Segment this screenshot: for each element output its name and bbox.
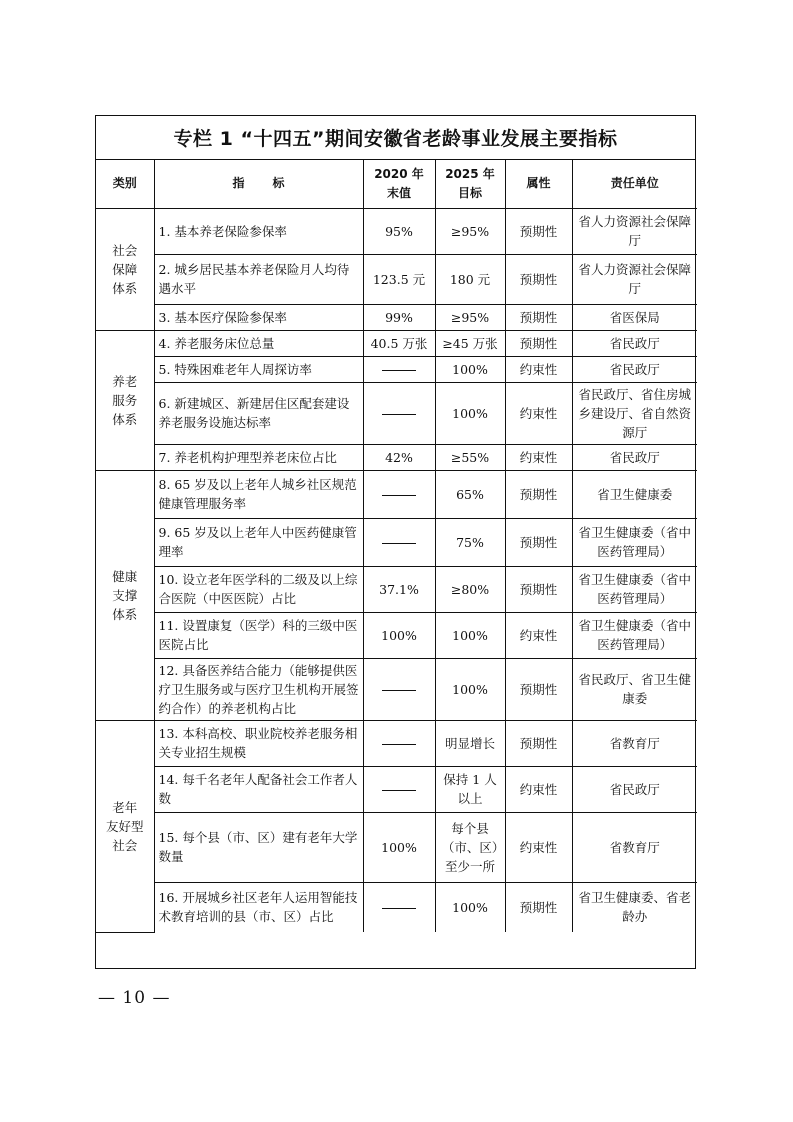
table-row [96,882,697,932]
no-data-dash [382,370,416,371]
attribute-cell: 预期性 [505,658,572,720]
table-row [96,566,697,612]
value-2020-cell: 37.1% [363,566,435,612]
value-2020-cell [363,470,435,518]
value-2020-cell [363,382,435,444]
value-2025-cell: 100% [435,658,505,720]
indicator-cell: 9. 65 岁及以上老年人中医药健康管理率 [154,518,363,566]
panel-caption: 专栏 1 “十四五”期间安徽省老龄事业发展主要指标 [96,116,695,160]
indicator-cell: 2. 城乡居民基本养老保险月人均待遇水平 [154,254,363,304]
value-2020-cell: 123.5 元 [363,254,435,304]
responsible-unit-cell: 省民政厅 [572,330,697,356]
value-2020-cell: 100% [363,812,435,882]
value-2025-cell: ≥95% [435,208,505,254]
attribute-cell: 约束性 [505,612,572,658]
category-cell: 养老 服务 体系 [96,330,154,470]
responsible-unit-cell: 省民政厅、省住房城乡建设厅、省自然资源厅 [572,382,697,444]
no-data-dash [382,495,416,496]
table-row [96,612,697,658]
value-2025-cell: 75% [435,518,505,566]
responsible-unit-cell: 省卫生健康委 [572,470,697,518]
responsible-unit-cell: 省民政厅 [572,444,697,470]
attribute-cell: 约束性 [505,766,572,812]
no-data-dash [382,790,416,791]
value-2020-cell [363,356,435,382]
table-row [96,720,697,766]
indicator-cell: 8. 65 岁及以上老年人城乡社区规范健康管理服务率 [154,470,363,518]
header-responsible: 责任单位 [572,160,697,208]
attribute-cell: 预期性 [505,208,572,254]
category-cell: 健康 支撑 体系 [96,470,154,720]
responsible-unit-cell: 省卫生健康委（省中医药管理局） [572,566,697,612]
value-2025-cell: ≥45 万张 [435,330,505,356]
table-row [96,812,697,882]
header-attribute: 属性 [505,160,572,208]
category-cell: 社会 保障 体系 [96,208,154,330]
attribute-cell: 预期性 [505,304,572,330]
header-value-2020: 2020 年 末值 [363,160,435,208]
attribute-cell: 约束性 [505,812,572,882]
table-row [96,254,697,304]
indicator-cell: 11. 设置康复（医学）科的三级中医医院占比 [154,612,363,658]
attribute-cell: 预期性 [505,566,572,612]
table-row [96,658,697,720]
responsible-unit-cell: 省卫生健康委（省中医药管理局） [572,612,697,658]
value-2020-cell: 40.5 万张 [363,330,435,356]
indicator-cell: 5. 特殊困难老年人周探访率 [154,356,363,382]
no-data-dash [382,543,416,544]
table-row [96,208,697,254]
value-2020-cell [363,658,435,720]
table-row [96,356,697,382]
indicator-cell: 15. 每个县（市、区）建有老年大学数量 [154,812,363,882]
indicator-cell: 3. 基本医疗保险参保率 [154,304,363,330]
value-2025-cell: ≥55% [435,444,505,470]
table-row [96,330,697,356]
table-row [96,766,697,812]
responsible-unit-cell: 省民政厅 [572,766,697,812]
responsible-unit-cell: 省教育厅 [572,720,697,766]
no-data-dash [382,744,416,745]
table-row [96,518,697,566]
responsible-unit-cell: 省民政厅、省卫生健康委 [572,658,697,720]
attribute-cell: 约束性 [505,382,572,444]
value-2025-cell: 保持 1 人以上 [435,766,505,812]
category-cell: 老年 友好型 社会 [96,720,154,932]
indicator-table [96,160,697,933]
attribute-cell: 约束性 [505,444,572,470]
indicator-panel [95,115,696,969]
responsible-unit-cell: 省人力资源社会保障厅 [572,208,697,254]
indicator-cell: 13. 本科高校、职业院校养老服务相关专业招生规模 [154,720,363,766]
responsible-unit-cell: 省人力资源社会保障厅 [572,254,697,304]
value-2020-cell: 42% [363,444,435,470]
attribute-cell: 约束性 [505,356,572,382]
indicator-cell: 16. 开展城乡社区老年人运用智能技术教育培训的县（市、区）占比 [154,882,363,932]
header-category: 类别 [96,160,154,208]
attribute-cell: 预期性 [505,470,572,518]
attribute-cell: 预期性 [505,882,572,932]
indicator-cell: 6. 新建城区、新建居住区配套建设养老服务设施达标率 [154,382,363,444]
table-row [96,304,697,330]
value-2020-cell [363,766,435,812]
value-2020-cell [363,720,435,766]
value-2020-cell [363,518,435,566]
responsible-unit-cell: 省卫生健康委（省中医药管理局） [572,518,697,566]
value-2025-cell: 65% [435,470,505,518]
table-row [96,470,697,518]
value-2025-cell: 100% [435,882,505,932]
value-2025-cell: 180 元 [435,254,505,304]
value-2025-cell: ≥95% [435,304,505,330]
value-2020-cell: 95% [363,208,435,254]
table-row [96,444,697,470]
header-indicator: 指标 [154,160,363,208]
value-2025-cell: 100% [435,382,505,444]
no-data-dash [382,690,416,691]
value-2020-cell: 99% [363,304,435,330]
responsible-unit-cell: 省民政厅 [572,356,697,382]
responsible-unit-cell: 省卫生健康委、省老龄办 [572,882,697,932]
table-row [96,382,697,444]
attribute-cell: 预期性 [505,720,572,766]
table-header-row [96,160,697,208]
no-data-dash [382,414,416,415]
indicator-cell: 1. 基本养老保险参保率 [154,208,363,254]
no-data-dash [382,908,416,909]
value-2025-cell: 100% [435,612,505,658]
indicator-cell: 10. 设立老年医学科的二级及以上综合医院（中医医院）占比 [154,566,363,612]
attribute-cell: 预期性 [505,254,572,304]
page-number: — 10 — [98,988,171,1008]
responsible-unit-cell: 省教育厅 [572,812,697,882]
attribute-cell: 预期性 [505,330,572,356]
indicator-cell: 7. 养老机构护理型养老床位占比 [154,444,363,470]
value-2025-cell: 明显增长 [435,720,505,766]
value-2025-cell: ≥80% [435,566,505,612]
value-2025-cell: 100% [435,356,505,382]
indicator-cell: 4. 养老服务床位总量 [154,330,363,356]
header-value-2025: 2025 年 目标 [435,160,505,208]
value-2020-cell: 100% [363,612,435,658]
indicator-cell: 14. 每千名老年人配备社会工作者人数 [154,766,363,812]
value-2025-cell: 每个县（市、区）至少一所 [435,812,505,882]
value-2020-cell [363,882,435,932]
responsible-unit-cell: 省医保局 [572,304,697,330]
indicator-cell: 12. 具备医养结合能力（能够提供医疗卫生服务或与医疗卫生机构开展签约合作）的养老机构占比 [154,658,363,720]
attribute-cell: 预期性 [505,518,572,566]
